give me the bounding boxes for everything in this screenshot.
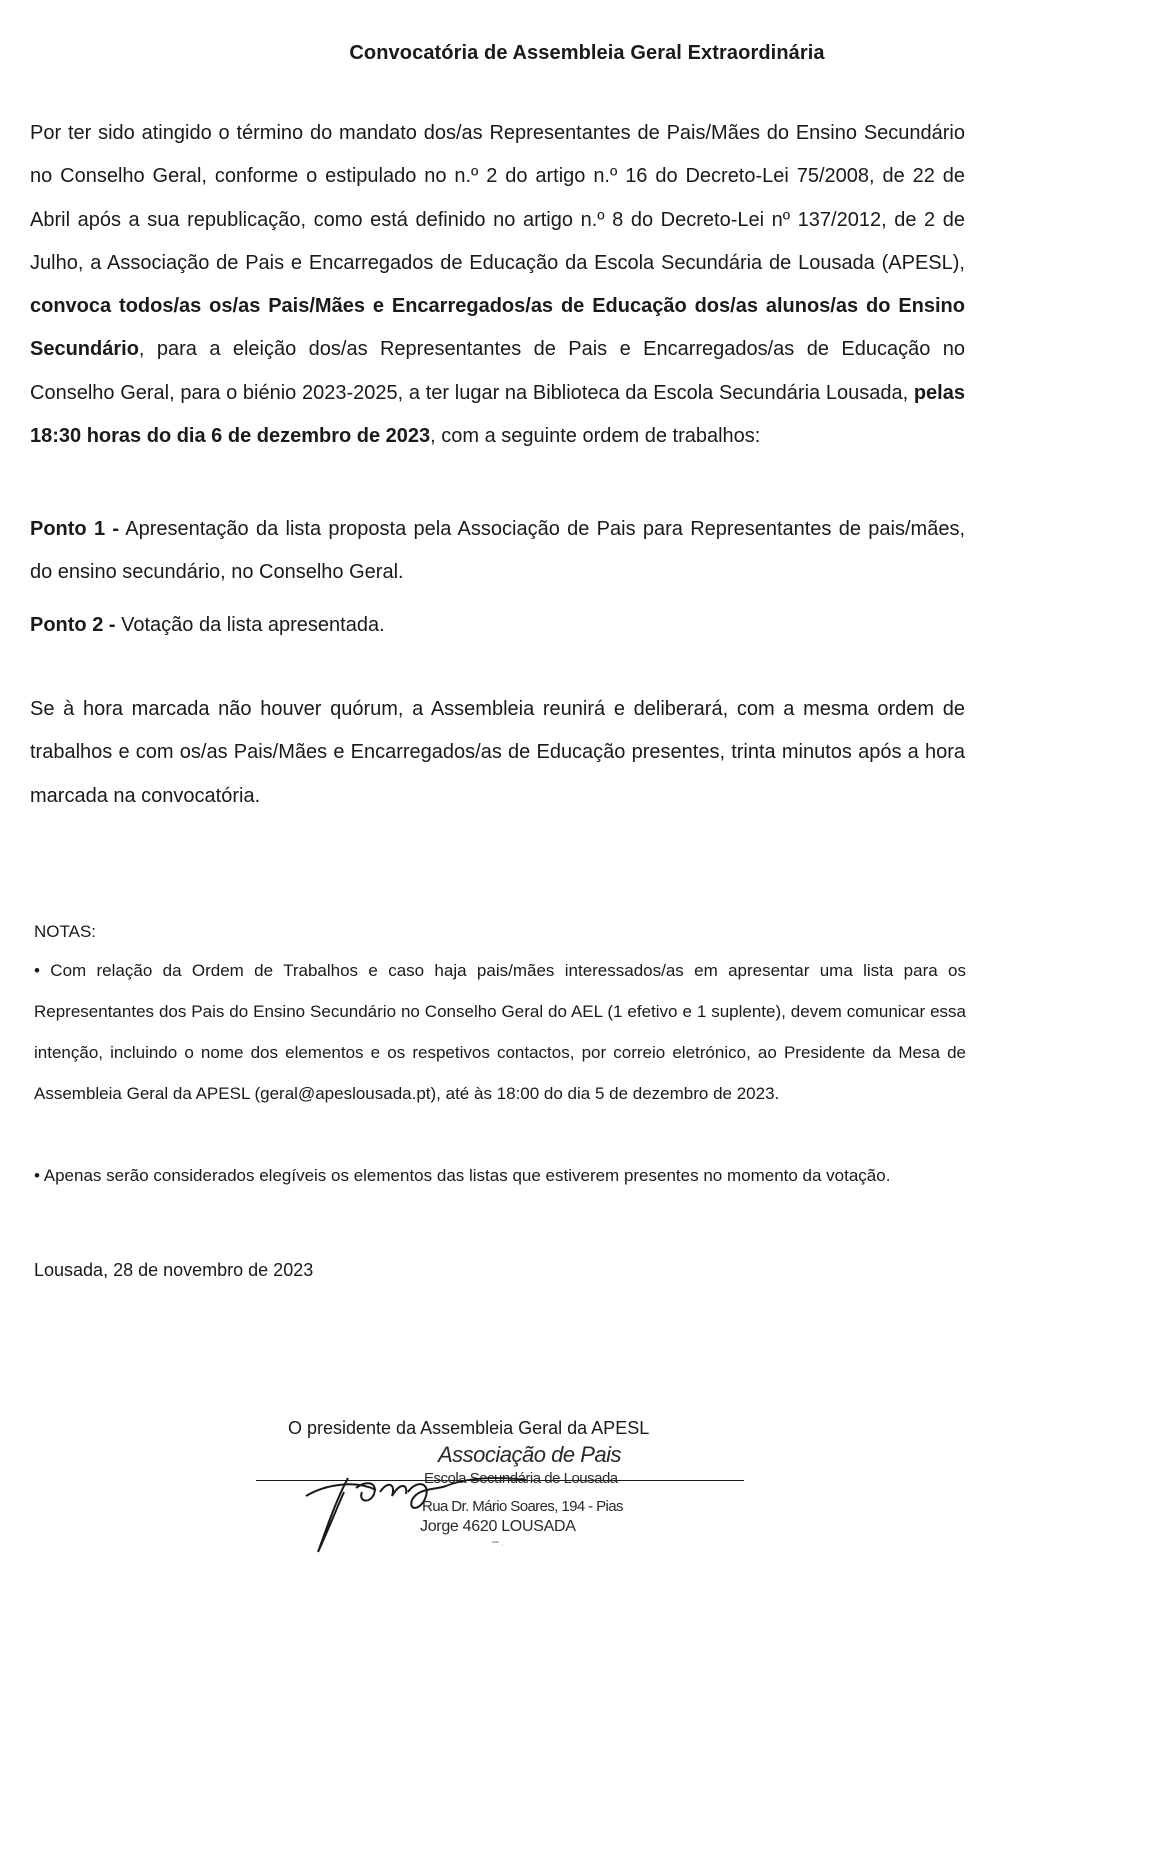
main-paragraph-part3: , com a seguinte ordem de trabalhos: (430, 425, 761, 448)
main-paragraph-part2: , para a eleição dos/as Representantes de Pais e Encarregados/as de Educação no Conselho Geral, para o biénio 2023-2025, a ter lugar na Biblioteca da Escola Secundária Lousada, (30, 338, 965, 404)
stamp-line-3: Rua Dr. Mário Soares, 194 - Pias (422, 1498, 623, 1515)
handwritten-signature (296, 1440, 576, 1560)
note-item-1: • Com relação da Ordem de Trabalhos e caso haja pais/mães interessados/as em apresentar uma lista para os Representantes dos Pais do Ensino Secundário no Conselho Geral do AEL (1 efetivo e 1 suplente), devem comunicar essa intenção, incluindo o nome dos elementos e os respetivos contactos, por correio eletrónico, ao Presidente da Mesa de Assembleia Geral da APESL (geral@apeslousada.pt), até às 18:00 do dia 5 de dezembro de 2023. (34, 961, 966, 1103)
notes-heading: NOTAS: (34, 922, 97, 941)
agenda-point-2-label: Ponto 2 - (30, 614, 116, 636)
agenda-point-2 (30, 604, 965, 647)
main-paragraph-bold1: convoca todos/as os/as Pais/Mães e Encarregados/as de Educação dos/as alunos/as do Ensino Secundário (30, 295, 965, 361)
note-item-2: • Apenas serão considerados elegíveis os elementos das listas que estiverem presentes no momento da votação. (34, 1166, 891, 1185)
place-date: Lousada, 28 de novembro de 2023 (34, 1260, 314, 1280)
stamp-line-1: Associação de Pais (438, 1442, 621, 1467)
signature-title: O presidente da Assembleia Geral da APESL (288, 1418, 650, 1438)
stamp-mark: ˜˜˜ · (492, 1542, 504, 1549)
agenda-point-1 (30, 508, 965, 595)
document-title: Convocatória de Assembleia Geral Extraordinária (349, 42, 825, 64)
main-paragraph-part1: Por ter sido atingido o término do mandato dos/as Representantes de Pais/Mães do Ensino Secundário no Conselho Geral, conforme o estipulado no n.º 2 do artigo n.º 16 do Decreto-Lei 75/2008, de 22 de Abril após a sua republicação, como está definido no artigo n.º 8 do Decreto-Lei nº 137/2012, de 2 de Julho, a Associação de Pais e Encarregados de Educação da Escola Secundária de Lousada (APESL), (30, 122, 965, 274)
stamp-line-2: Escola Secundária de Lousada (424, 1470, 618, 1487)
main-paragraph-bold2: pelas 18:30 horas do dia 6 de dezembro de 2023 (30, 381, 965, 448)
quorum-paragraph: Se à hora marcada não houver quórum, a Assembleia reunirá e deliberará, com a mesma ordem de trabalhos e com os/as Pais/Mães e Encarregados/as de Educação presentes, trinta minutos após a hora marcada na convocatória. (30, 698, 965, 807)
main-paragraph (30, 112, 965, 458)
agenda-point-1-text: Apresentação da lista proposta pela Associação de Pais para Representantes de pais/mães, do ensino secundário, no Conselho Geral. (30, 518, 965, 584)
agenda-point-2-text: Votação da lista apresentada. (115, 614, 385, 636)
stamp-line-4: Jorge 4620 LOUSADA (420, 1518, 576, 1535)
agenda-point-1-label: Ponto 1 - (30, 518, 120, 540)
